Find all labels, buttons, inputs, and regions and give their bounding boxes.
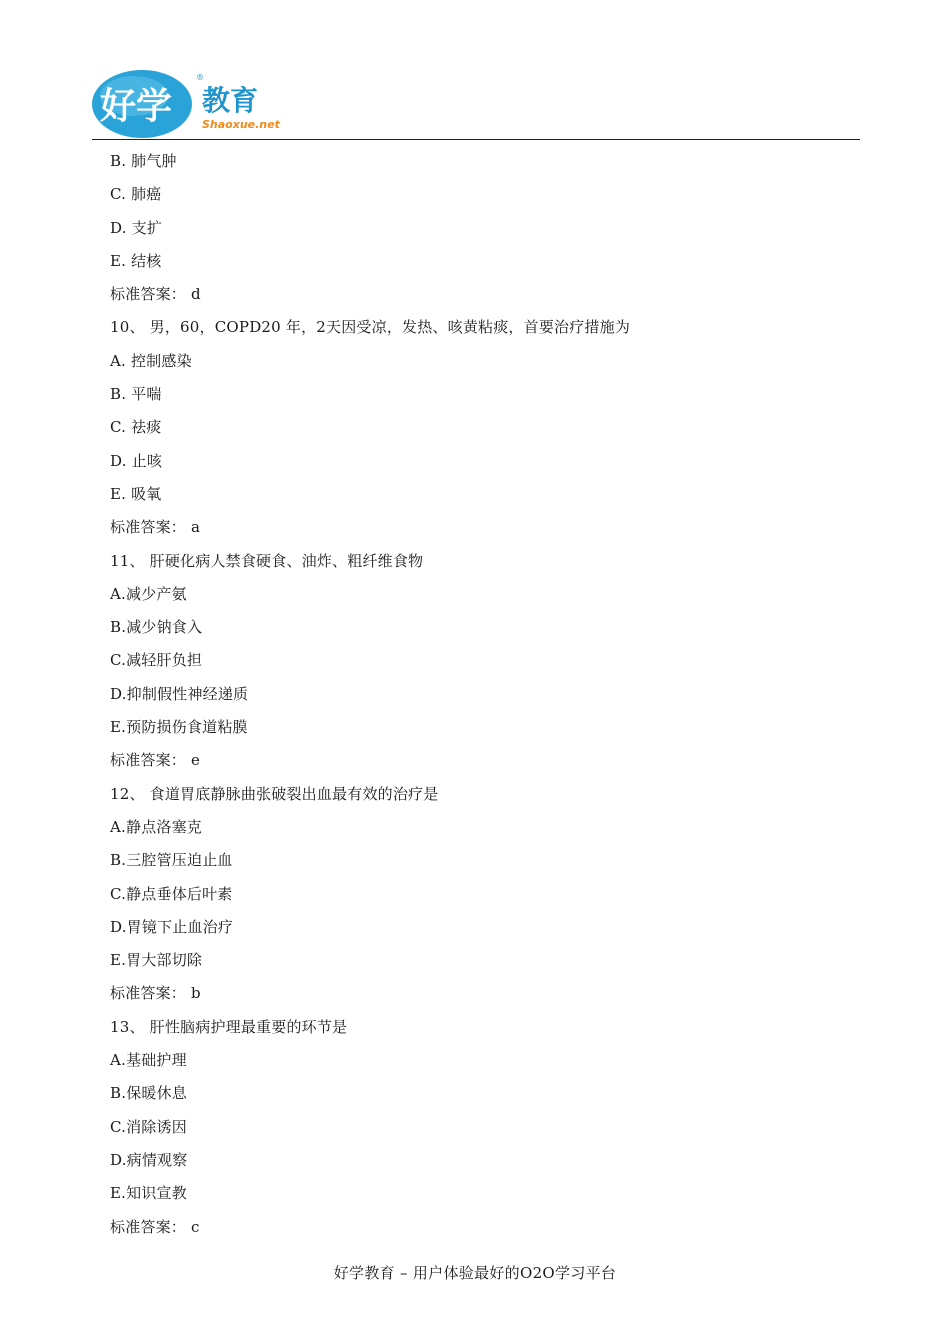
registered-mark: ® xyxy=(196,73,204,82)
option-line: D. 止咳 xyxy=(110,451,163,470)
option-line: C. 祛痰 xyxy=(110,418,162,437)
option-line: B. 肺气肿 xyxy=(110,152,177,170)
option-line: D.病情观察 xyxy=(110,1150,188,1169)
option-line: C.减轻肝负担 xyxy=(110,651,203,670)
question-line: 10、 男，60，COPD20 年，2天因受凉，发热、咳黄粘痰，首要治疗措施为 xyxy=(110,318,631,337)
option-line: E. 吸氧 xyxy=(110,484,162,503)
answer-line: 标准答案： a xyxy=(110,518,201,537)
option-line: D.抑制假性神经递质 xyxy=(110,684,249,703)
option-line: C. 肺癌 xyxy=(110,185,162,204)
option-line: D.胃镜下止血治疗 xyxy=(110,917,234,936)
option-line: E.预防损伤食道粘膜 xyxy=(110,718,248,737)
option-line: A.静点洛塞克 xyxy=(110,817,203,836)
option-line: D. 支扩 xyxy=(110,218,163,237)
page-footer: 好学教育 – 用户体验最好的O2O学习平台 xyxy=(333,1264,617,1282)
option-line: A. 控制感染 xyxy=(110,351,192,370)
option-line: E.知识宣教 xyxy=(110,1184,187,1203)
option-line: C.消除诱因 xyxy=(110,1117,187,1136)
answer-line: 标准答案： e xyxy=(110,751,201,770)
logo-domain: Shaoxue.net xyxy=(202,118,280,131)
option-line: A.基础护理 xyxy=(110,1051,187,1070)
answer-line: 标准答案： d xyxy=(110,285,201,304)
option-line: B. 平喘 xyxy=(110,385,162,404)
option-line: B.减少钠食入 xyxy=(110,618,203,637)
answer-line: 标准答案： c xyxy=(110,1217,200,1236)
question-line: 11、 肝硬化病人禁食硬食、油炸、粗纤维食物 xyxy=(110,551,424,570)
option-line: E. 结核 xyxy=(110,251,162,270)
option-line: C.静点垂体后叶素 xyxy=(110,884,233,903)
company-logo xyxy=(90,66,290,140)
header-divider xyxy=(92,139,860,140)
logo-sub-text: 教育 xyxy=(202,84,259,117)
option-line: E.胃大部切除 xyxy=(110,951,203,970)
question-line: 12、 食道胃底静脉曲张破裂出血最有效的治疗是 xyxy=(110,784,439,803)
logo-main-text: 好学 xyxy=(100,86,173,127)
option-line: B.三腔管压迫止血 xyxy=(110,851,233,870)
answer-line: 标准答案： b xyxy=(110,984,201,1003)
question-list xyxy=(110,145,870,1244)
option-line: A.减少产氨 xyxy=(110,584,187,603)
question-line: 13、 肝性脑病护理最重要的环节是 xyxy=(110,1017,348,1036)
option-line: B.保暖休息 xyxy=(110,1084,187,1103)
